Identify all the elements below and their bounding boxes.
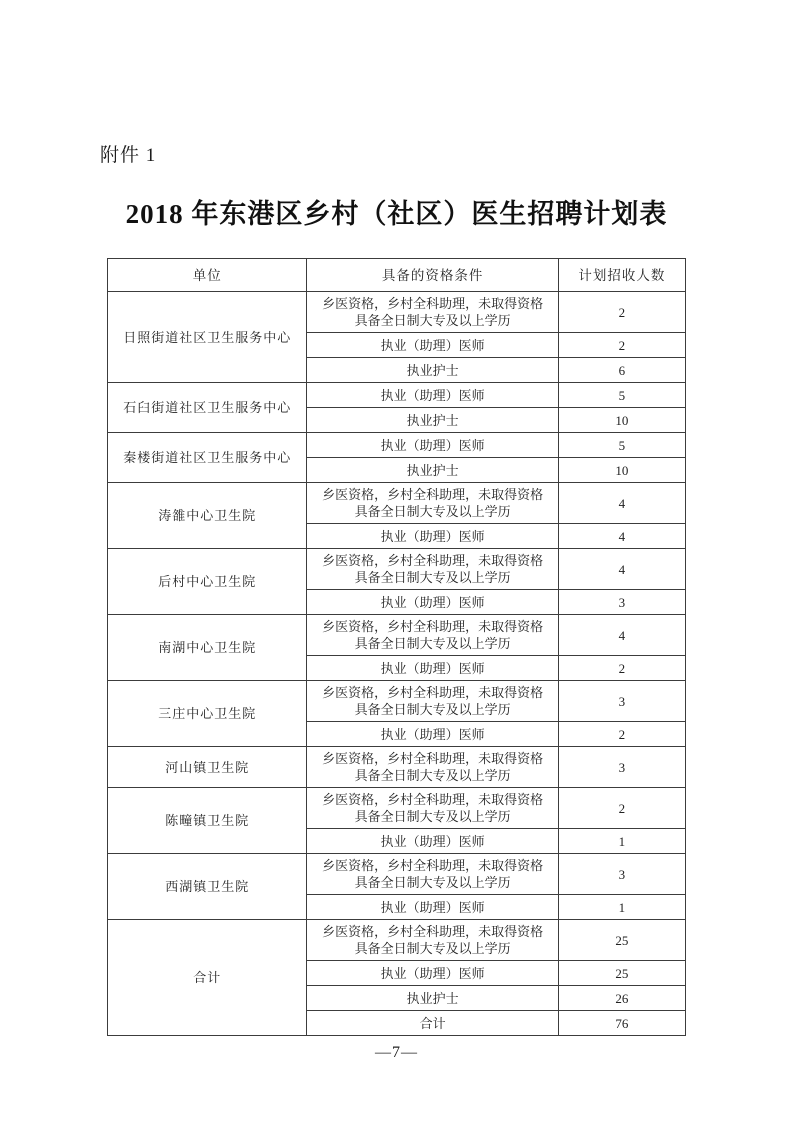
qualification-cell: 执业（助理）医师 — [307, 722, 558, 747]
count-cell: 4 — [558, 615, 685, 656]
count-cell: 1 — [558, 829, 685, 854]
unit-cell: 合计 — [108, 920, 307, 1036]
attachment-label: 附件 1 — [100, 145, 157, 166]
qualification-cell: 执业护士 — [307, 458, 558, 483]
count-cell: 2 — [558, 656, 685, 681]
unit-cell: 石臼街道社区卫生服务中心 — [108, 383, 307, 433]
count-cell: 5 — [558, 433, 685, 458]
qualification-cell: 乡医资格，乡村全科助理，未取得资格具备全日制大专及以上学历 — [307, 747, 558, 788]
qualification-cell: 执业（助理）医师 — [307, 524, 558, 549]
qualification-cell: 执业（助理）医师 — [307, 590, 558, 615]
qualification-cell: 执业（助理）医师 — [307, 829, 558, 854]
table-row — [108, 788, 686, 829]
qualification-cell: 执业护士 — [307, 986, 558, 1011]
count-cell: 5 — [558, 383, 685, 408]
table-row — [108, 681, 686, 722]
qualification-cell: 执业（助理）医师 — [307, 961, 558, 986]
unit-cell: 河山镇卫生院 — [108, 747, 307, 788]
count-cell: 3 — [558, 681, 685, 722]
count-cell: 3 — [558, 854, 685, 895]
table-row — [108, 483, 686, 524]
count-cell: 25 — [558, 920, 685, 961]
col-header-qualification: 具备的资格条件 — [307, 259, 558, 292]
unit-cell: 涛雒中心卫生院 — [108, 483, 307, 549]
table-row — [108, 292, 686, 333]
recruitment-plan-table — [107, 258, 686, 1036]
qualification-cell: 合计 — [307, 1011, 558, 1036]
count-cell: 2 — [558, 788, 685, 829]
unit-cell: 陈疃镇卫生院 — [108, 788, 307, 854]
count-cell: 4 — [558, 483, 685, 524]
table-row — [108, 615, 686, 656]
count-cell: 1 — [558, 895, 685, 920]
qualification-cell: 执业护士 — [307, 408, 558, 433]
count-cell: 76 — [558, 1011, 685, 1036]
qualification-cell: 执业（助理）医师 — [307, 333, 558, 358]
count-cell: 26 — [558, 986, 685, 1011]
col-header-count: 计划招收人数 — [558, 259, 685, 292]
qualification-cell: 乡医资格，乡村全科助理，未取得资格具备全日制大专及以上学历 — [307, 483, 558, 524]
qualification-cell: 乡医资格，乡村全科助理，未取得资格具备全日制大专及以上学历 — [307, 681, 558, 722]
table-row — [108, 854, 686, 895]
qualification-cell: 乡医资格，乡村全科助理，未取得资格具备全日制大专及以上学历 — [307, 920, 558, 961]
qualification-cell: 执业（助理）医师 — [307, 433, 558, 458]
unit-cell: 南湖中心卫生院 — [108, 615, 307, 681]
qualification-cell: 乡医资格，乡村全科助理，未取得资格具备全日制大专及以上学历 — [307, 615, 558, 656]
qualification-cell: 乡医资格，乡村全科助理，未取得资格具备全日制大专及以上学历 — [307, 854, 558, 895]
table-row — [108, 433, 686, 458]
unit-cell: 日照街道社区卫生服务中心 — [108, 292, 307, 383]
count-cell: 4 — [558, 549, 685, 590]
count-cell: 2 — [558, 333, 685, 358]
qualification-cell: 执业护士 — [307, 358, 558, 383]
qualification-cell: 执业（助理）医师 — [307, 383, 558, 408]
count-cell: 2 — [558, 722, 685, 747]
qualification-cell: 乡医资格，乡村全科助理，未取得资格具备全日制大专及以上学历 — [307, 788, 558, 829]
table-row — [108, 920, 686, 961]
count-cell: 6 — [558, 358, 685, 383]
unit-cell: 后村中心卫生院 — [108, 549, 307, 615]
qualification-cell: 执业（助理）医师 — [307, 656, 558, 681]
count-cell: 3 — [558, 590, 685, 615]
page-title: 2018 年东港区乡村（社区）医生招聘计划表 — [125, 199, 668, 229]
count-cell: 3 — [558, 747, 685, 788]
qualification-cell: 乡医资格，乡村全科助理，未取得资格具备全日制大专及以上学历 — [307, 549, 558, 590]
count-cell: 25 — [558, 961, 685, 986]
qualification-cell: 乡医资格，乡村全科助理，未取得资格具备全日制大专及以上学历 — [307, 292, 558, 333]
count-cell: 4 — [558, 524, 685, 549]
page-number: —7— — [375, 1044, 418, 1061]
count-cell: 10 — [558, 458, 685, 483]
unit-cell: 秦楼街道社区卫生服务中心 — [108, 433, 307, 483]
count-cell: 10 — [558, 408, 685, 433]
table-row — [108, 747, 686, 788]
unit-cell: 三庄中心卫生院 — [108, 681, 307, 747]
table-row — [108, 549, 686, 590]
unit-cell: 西湖镇卫生院 — [108, 854, 307, 920]
col-header-unit: 单位 — [108, 259, 307, 292]
table-header-row — [108, 259, 686, 292]
qualification-cell: 执业（助理）医师 — [307, 895, 558, 920]
count-cell: 2 — [558, 292, 685, 333]
table-row — [108, 383, 686, 408]
